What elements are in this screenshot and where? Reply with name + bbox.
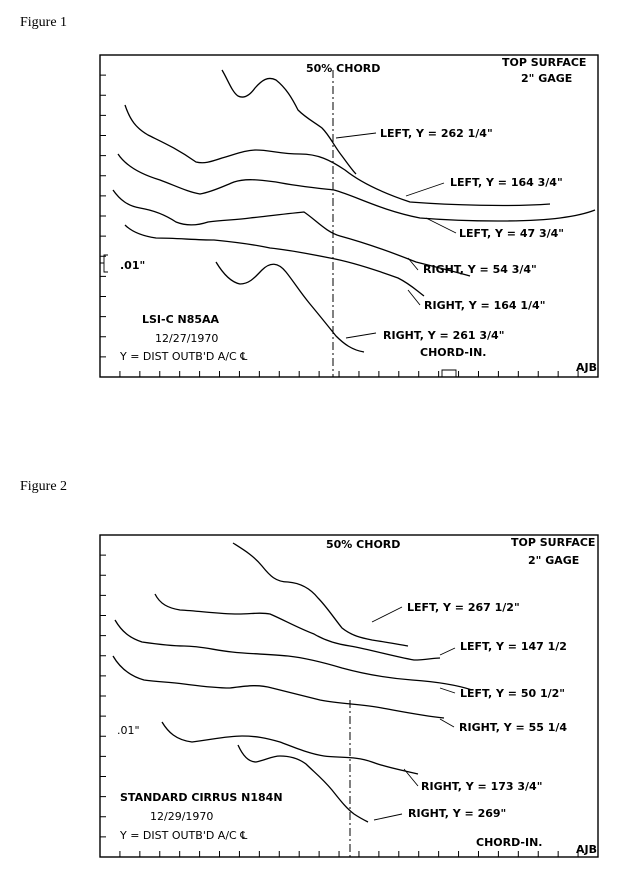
- figure-2-series-right-269: [238, 745, 368, 822]
- figure-1-subtitle: 2" GAGE: [521, 72, 573, 85]
- figure-1-chord-label: CHORD-IN.: [420, 346, 487, 359]
- figure-1-chord-marker-label: 50% CHORD: [306, 62, 381, 75]
- figure-2-series-left-50: [115, 620, 472, 690]
- figure-2-leader-5: [404, 769, 418, 786]
- figure-1-frame: [100, 55, 598, 377]
- figure-1-leader-2: [406, 183, 444, 196]
- figure-1-series-label: RIGHT, Y = 164 1/4": [424, 299, 546, 312]
- figure-2-series-label: LEFT, Y = 147 1/2: [460, 640, 567, 653]
- figure-2-caption: Figure 2: [20, 479, 68, 494]
- figure-1-leader-4: [408, 258, 418, 270]
- figure-2-chord-marker-label: 50% CHORD: [326, 538, 401, 551]
- figure-1-series-left-262: [222, 70, 356, 174]
- figure-1-caption: Figure 1: [20, 15, 68, 30]
- figure-2-leader-1: [372, 607, 402, 622]
- figure-1-series-label: RIGHT, Y = 54 3/4": [423, 263, 537, 276]
- figure-1-chart: [100, 55, 598, 377]
- figure-1-series-label: LEFT, Y = 262 1/4": [380, 127, 493, 140]
- figure-1-chord-bracket: [442, 370, 456, 377]
- figure-1-info-definition: Y = DIST OUTB'D A/C ℄: [120, 350, 248, 363]
- figure-2-chart: [100, 535, 598, 857]
- figure-2-leader-6: [374, 814, 402, 820]
- figure-2-series-right-173: [162, 722, 418, 774]
- figure-2-series-right-55: [113, 656, 444, 718]
- figure-2-leader-2: [440, 648, 455, 655]
- figure-1-series-right-261: [216, 262, 364, 352]
- figure-1-series-label: RIGHT, Y = 261 3/4": [383, 329, 505, 342]
- figure-2-series-label: RIGHT, Y = 55 1/4: [459, 721, 568, 734]
- figure-1-leader-1: [336, 133, 376, 138]
- figure-2-scale-label: .01": [117, 724, 140, 737]
- figure-2-subtitle: 2" GAGE: [528, 554, 580, 567]
- figure-2-info-date: 12/29/1970: [150, 810, 214, 823]
- figure-2-series-left-267: [233, 543, 408, 646]
- figure-1-info-aircraft: LSI-C N85AA: [142, 313, 220, 326]
- figure-2-corner-label: AJB: [576, 843, 597, 856]
- figure-2-series-label: RIGHT, Y = 173 3/4": [421, 780, 543, 793]
- figure-2-series-label: LEFT, Y = 267 1/2": [407, 601, 520, 614]
- figure-1-title: TOP SURFACE: [502, 56, 587, 69]
- figure-1-info-date: 12/27/1970: [155, 332, 219, 345]
- figure-1-series-label: LEFT, Y = 164 3/4": [450, 176, 563, 189]
- figure-2-series-label: LEFT, Y = 50 1/2": [460, 687, 566, 700]
- figure-2-title: TOP SURFACE: [511, 536, 596, 549]
- figure-2-info-aircraft: STANDARD CIRRUS N184N: [120, 791, 283, 804]
- figure-1-leader-6: [346, 333, 376, 338]
- figure-2-info-definition: Y = DIST OUTB'D A/C ℄: [120, 829, 248, 842]
- figure-1-series-label: LEFT, Y = 47 3/4": [459, 227, 565, 240]
- figure-1-scale-bracket: [100, 255, 108, 272]
- figure-2-series-label: RIGHT, Y = 269": [408, 807, 507, 820]
- figure-2-series-left-147: [155, 594, 440, 660]
- figure-1-series-right-164: [125, 225, 424, 296]
- figure-2-chord-label: CHORD-IN.: [476, 836, 543, 849]
- figure-1-scale-label: .01": [120, 259, 146, 272]
- figure-2-leader-4: [440, 719, 454, 727]
- figure-1-corner-label: AJB: [576, 361, 597, 374]
- figure-2-leader-3: [440, 688, 455, 693]
